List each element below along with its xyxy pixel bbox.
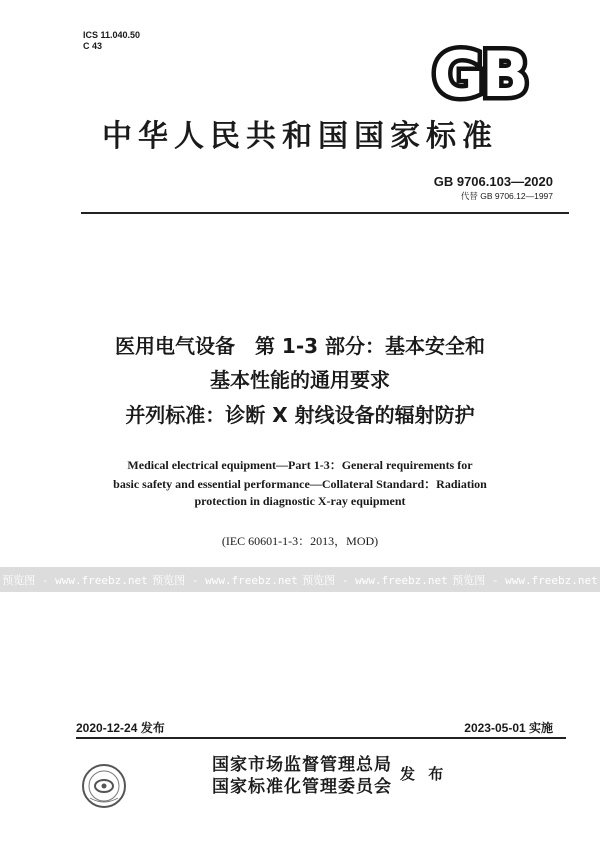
issue-date: 2020-12-24 发布 bbox=[76, 721, 165, 735]
official-seal-icon bbox=[80, 762, 128, 810]
english-title-line-1: Medical electrical equipment—Part 1-3：General requirements for bbox=[127, 458, 473, 472]
standard-number: GB 9706.103—2020 bbox=[433, 174, 553, 189]
national-standard-title: 中华人民共和国国家标准 bbox=[102, 119, 498, 154]
english-title-line-2: basic safety and essential performance—Collateral Standard：Radiation bbox=[113, 477, 487, 491]
implementation-date: 2023-05-01 实施 bbox=[464, 721, 553, 735]
ics-code: ICS 11.040.50 bbox=[83, 30, 141, 40]
chinese-title-line-2: 基本性能的通用要求 bbox=[210, 368, 390, 392]
ccs-code: C 43 bbox=[83, 41, 103, 51]
watermark-text: 预览图 - www.freebz.net bbox=[302, 573, 448, 587]
classification-codes bbox=[83, 30, 140, 52]
watermark-text: 预览图 - www.freebz.net bbox=[152, 573, 298, 587]
iec-equivalence: (IEC 60601-1-3：2013，MOD) bbox=[221, 534, 379, 548]
english-title-line-3: protection in diagnostic X-ray equipment bbox=[194, 494, 406, 508]
gb-logo bbox=[424, 40, 536, 104]
footer-divider bbox=[76, 737, 566, 739]
header-divider bbox=[81, 212, 569, 214]
watermark-text: 预览图 - www.freebz.net bbox=[2, 573, 148, 587]
watermark-text: 预览图 - www.freebz.net bbox=[452, 573, 598, 587]
replaces-standard: 代替 GB 9706.12—1997 bbox=[460, 191, 553, 201]
issuer-samr: 国家市场监督管理总局 bbox=[212, 755, 392, 775]
publish-label: 发 布 bbox=[400, 765, 448, 783]
gb-logo-text: GB bbox=[432, 40, 528, 104]
issuer-sac: 国家标准化管理委员会 bbox=[212, 777, 392, 797]
chinese-title-line-1: 医用电气设备 第 1-3 部分：基本安全和 bbox=[114, 334, 486, 358]
watermark-banner bbox=[0, 567, 600, 592]
chinese-title-line-3: 并列标准：诊断 X 射线设备的辐射防护 bbox=[125, 403, 475, 427]
